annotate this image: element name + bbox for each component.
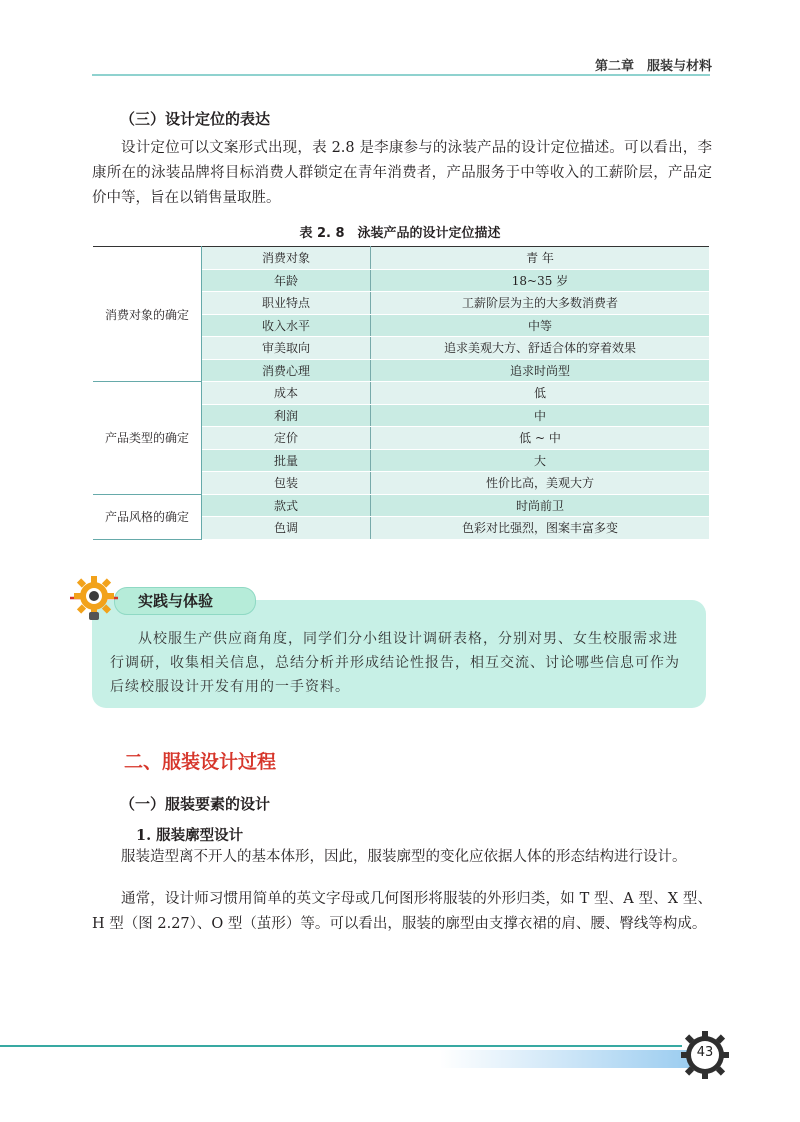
row-item: 审美取向 [202,337,371,360]
row-value: 低 [371,382,710,405]
row-value: 时尚前卫 [371,494,710,517]
row-value: 大 [371,449,710,472]
item-heading: 1. 服装廓型设计 [136,827,244,844]
row-value: 追求时尚型 [371,359,710,382]
row-item: 定价 [202,427,371,450]
section-paragraph: 设计定位可以文案形式出现，表 2.8 是李康参与的泳装产品的设计定位描述。可以看出，李康所在的泳装品牌将目标消费人群锁定在青年消费者，产品服务于中等收入的工薪阶层，产品定价中等，旨在以销售量取胜。 [92,140,712,206]
row-item: 职业特点 [202,292,371,315]
table-row [93,382,709,405]
table-row [93,247,709,270]
row-value: 低 ~ 中 [371,427,710,450]
row-value: 青 年 [371,247,710,270]
row-value: 中 [371,404,710,427]
footer-rule [0,1045,682,1047]
page-number: 43 [696,1045,714,1060]
group-label: 产品风格的确定 [93,494,202,539]
row-item: 消费对象 [202,247,371,270]
group-label: 产品类型的确定 [93,382,202,495]
paragraph-silhouette: 服装造型离不开人的基本体形，因此，服装廓型的变化应依据人体的形态结构进行设计。 [121,849,687,865]
paragraph-silhouette-types: 通常，设计师习惯用简单的英文字母或几何图形将服装的外形归类，如 T 型、A 型、X 型、H 型（图 2.27）、O 型（茧形）等。可以看出，服装的廓型由支撑衣裙的肩、腰、臀线等构成。 [92,891,712,932]
row-item: 批量 [202,449,371,472]
row-item: 消费心理 [202,359,371,382]
header-divider [92,74,710,76]
table-caption: 表 2. 8 泳装产品的设计定位描述 [299,226,501,241]
section-heading: （三）设计定位的表达 [120,110,271,128]
row-item: 款式 [202,494,371,517]
row-item: 利润 [202,404,371,427]
part-heading: 二、服装设计过程 [124,751,277,773]
row-item: 成本 [202,382,371,405]
row-item: 收入水平 [202,314,371,337]
practice-text: 从校服生产供应商角度，同学们分小组设计调研表格，分别对男、女生校服需求进行调研，收集相关信息，总结分析并形成结论性报告，相互交流、讨论哪些信息可作为后续校服设计开发有用的一手资料。 [110,631,680,695]
row-value: 追求美观大方、舒适合体的穿着效果 [371,337,710,360]
gear-lightbulb-icon [66,570,122,626]
row-value: 中等 [371,314,710,337]
row-value: 工薪阶层为主的大多数消费者 [371,292,710,315]
row-value: 色彩对比强烈，图案丰富多变 [371,517,710,540]
sub-heading: （一）服装要素的设计 [120,795,271,813]
row-value: 性价比高，美观大方 [371,472,710,495]
table-row [93,494,709,517]
row-item: 色调 [202,517,371,540]
row-item: 年龄 [202,269,371,292]
practice-title: 实践与体验 [138,592,214,610]
group-label: 消费对象的确定 [93,247,202,382]
footer-band [440,1050,690,1068]
row-item: 包装 [202,472,371,495]
chapter-header: 第二章 服装与材料 [594,59,712,74]
row-value: 18~35 岁 [371,269,710,292]
design-positioning-table [93,246,709,540]
